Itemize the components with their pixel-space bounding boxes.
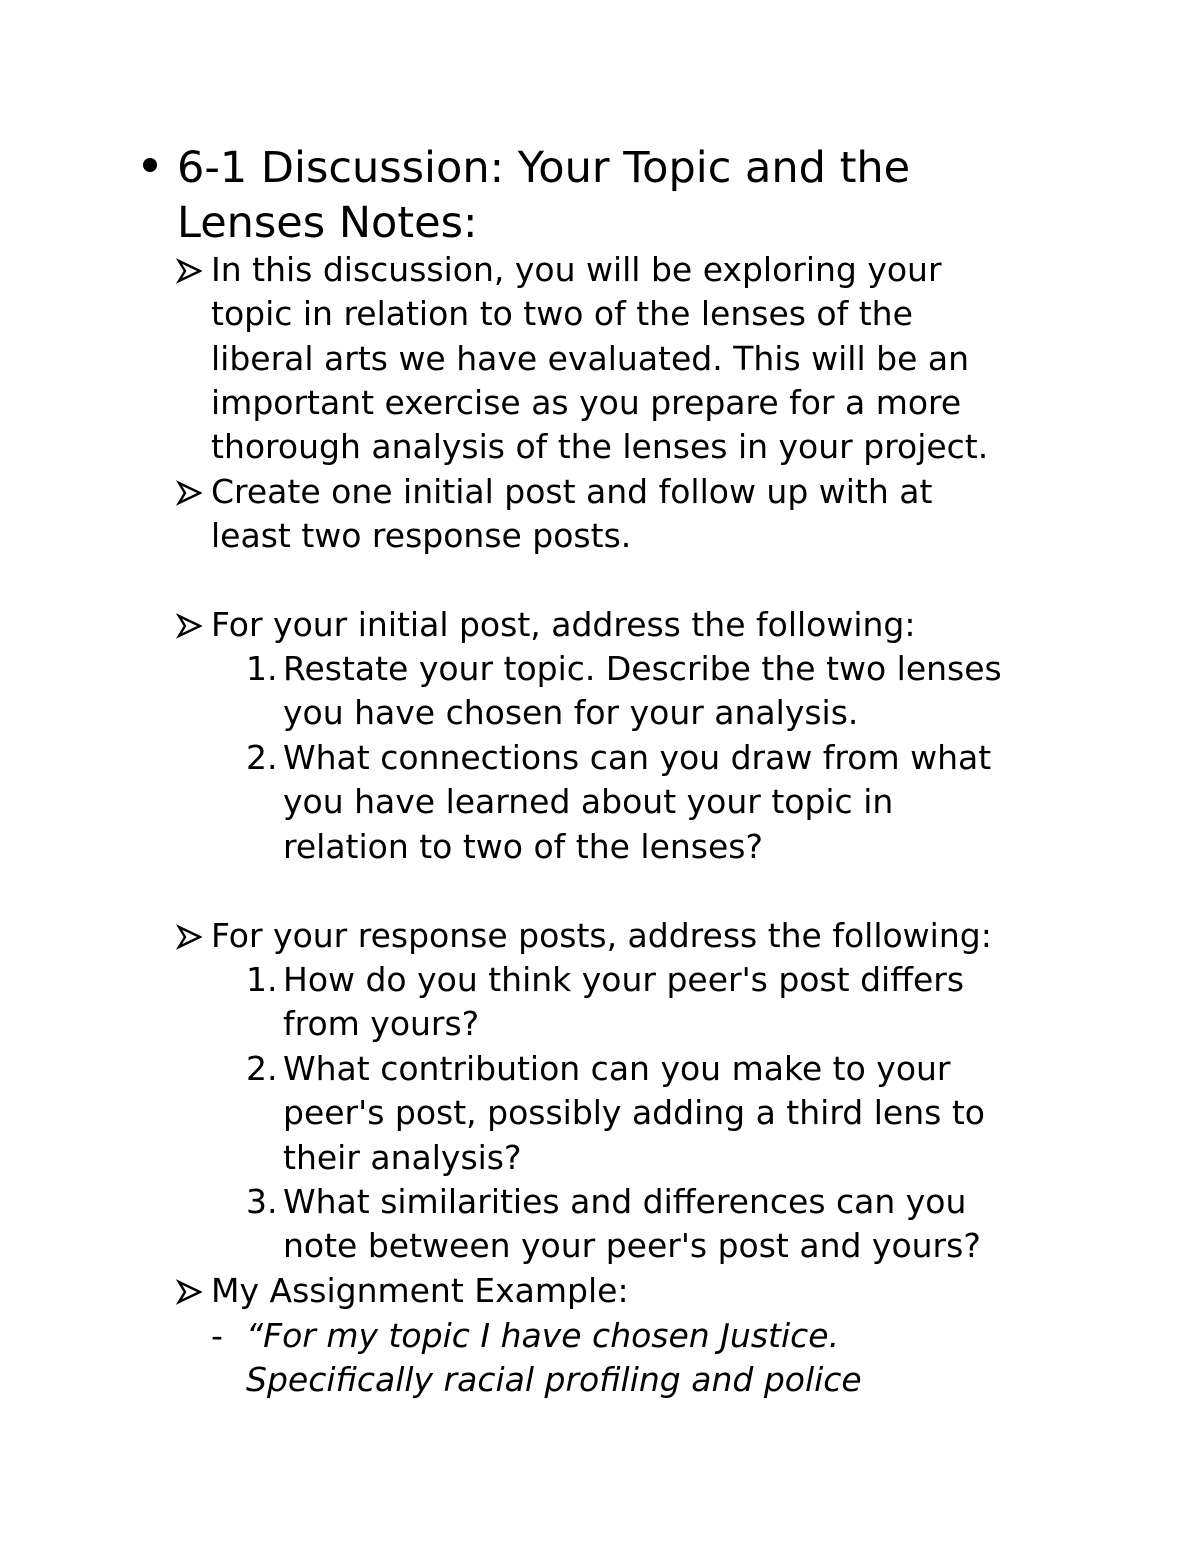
arrowhead-bullet-icon <box>176 613 202 639</box>
title-line: Lenses Notes: <box>177 198 478 248</box>
text-line: What similarities and differences can you <box>283 1182 967 1221</box>
text-line: liberal arts we have evaluated. This will be an <box>211 338 970 378</box>
text-line: you have learned about your topic in <box>283 782 894 822</box>
arrowhead-bullet-icon <box>176 924 202 950</box>
text-line: What contribution can you make to your <box>283 1049 951 1088</box>
text-line: In this discussion, you will be exploring your <box>211 250 942 289</box>
list-item <box>283 1180 981 1269</box>
text-line: topic in relation to two of the lenses of the <box>211 294 913 334</box>
text-line: peer's post, possibly adding a third lens to <box>283 1093 985 1133</box>
list-number: 2. <box>246 1049 278 1088</box>
text-line: My Assignment Example: <box>211 1271 629 1310</box>
text-line: What connections can you draw from what <box>283 738 992 777</box>
note-point <box>211 914 992 958</box>
list-number: 2. <box>246 738 278 777</box>
list-item <box>283 958 964 1047</box>
text-line: “For my topic I have chosen Justice. <box>246 1316 840 1355</box>
text-line: important exercise as you prepare for a more <box>211 382 962 422</box>
text-line: relation to two of the lenses? <box>283 826 763 866</box>
list-item <box>283 1047 985 1180</box>
text-line: Create one initial post and follow up with at <box>211 472 933 511</box>
arrowhead-bullet-icon <box>176 1279 202 1305</box>
text-line: Restate your topic. Describe the two lenses <box>283 649 1002 688</box>
note-point <box>211 1269 629 1313</box>
dash-bullet: - <box>211 1316 223 1355</box>
arrowhead-bullet-icon <box>176 480 202 506</box>
list-number: 3. <box>246 1182 278 1221</box>
example-quote <box>246 1314 862 1403</box>
list-number: 1. <box>246 960 278 999</box>
page-title <box>177 141 910 251</box>
text-line: from yours? <box>283 1004 480 1044</box>
text-line: thorough analysis of the lenses in your project. <box>211 427 989 467</box>
text-line: you have chosen for your analysis. <box>283 693 859 733</box>
text-line: note between your peer's post and yours? <box>283 1226 981 1266</box>
bullet-dot-icon <box>143 158 157 172</box>
arrowhead-bullet-icon <box>176 258 202 284</box>
text-line: How do you think your peer's post differs <box>283 960 965 999</box>
text-line: For your initial post, address the following: <box>211 605 916 644</box>
text-line: their analysis? <box>283 1137 522 1177</box>
title-line: 6-1 Discussion: Your Topic and the <box>177 143 911 193</box>
note-point <box>211 603 916 647</box>
list-number: 1. <box>246 649 278 688</box>
text-line: For your response posts, address the following: <box>211 916 992 955</box>
note-point <box>211 470 932 559</box>
text-line: least two response posts. <box>211 516 632 556</box>
note-point <box>211 248 988 469</box>
list-item <box>283 736 991 869</box>
text-line: Specifically racial profiling and police <box>246 1360 862 1400</box>
list-item <box>283 647 1002 736</box>
